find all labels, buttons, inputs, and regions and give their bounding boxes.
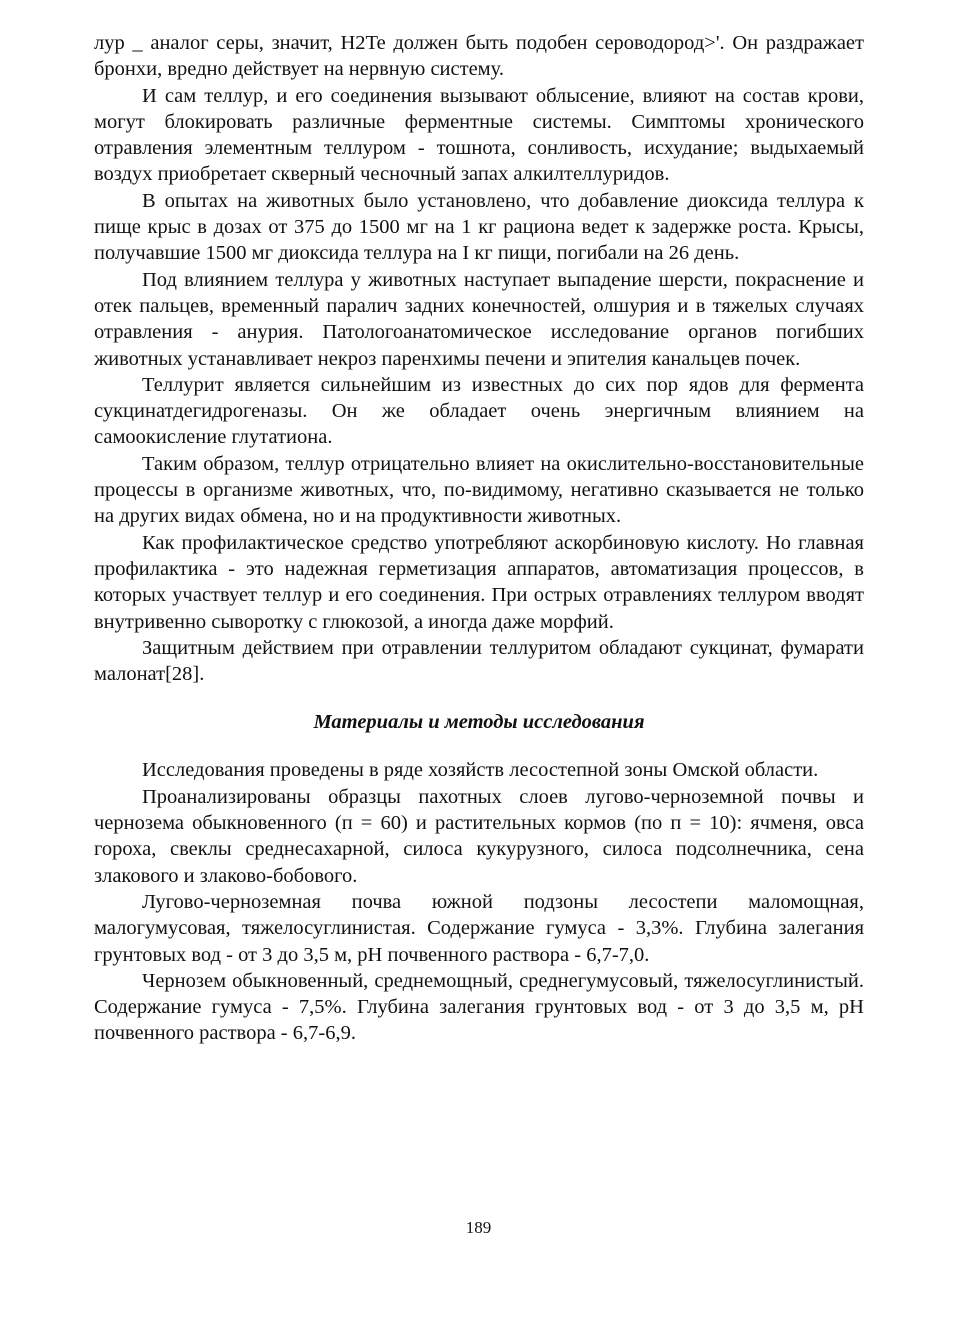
paragraph-study-location: Исследования проведены в ряде хозяйств лесостепной зоны Омской области. xyxy=(142,759,819,782)
paragraph-animal-experiments: В опытах на животных было установлено, что добавление диоксида теллура к пище крыс в дозах от 375 до 1500 мг на 1 кг рациона ведет к задержке роста. Крысы, получавшие 1500 мг диоксида теллура на I кг пищи, погибали на 26 день. xyxy=(94,189,864,265)
paragraph-chernozem: Чернозем обыкновенный, среднемощный, среднегумусовый, тяжелосуглинистый. Содержание гумуса - 7,5%. Глубина залегания грунтовых вод - от 3 до 3,5 м, pH почвенного раствора - 6,7-6,9. xyxy=(94,969,864,1045)
paragraph-tellurite: Теллурит является сильнейшим из известных до сих пор ядов для фермента сукцинатдегидрогеназы. Он же обладает очень энергичным влиянием на самоокисление глутатиона. xyxy=(94,373,864,449)
paragraph-meadow-soil: Лугово-черноземная почва южной подзоны лесостепи маломощная, малогумусовая, тяжелосуглинистая. Содержание гумуса - 3,3%. Глубина залегания грунтовых вод - от 3 до 3,5 м, pH почвенного раствора - 6,7-7,0. xyxy=(94,890,864,966)
section-heading: Материалы и методы исследования xyxy=(313,711,645,734)
page-number: 189 xyxy=(465,1218,492,1237)
page-body xyxy=(94,30,864,1047)
paragraph-prophylaxis: Как профилактическое средство употребляют аскорбиновую кислоту. Но главная профилактика - это надежная герметизация аппаратов, автоматизация процессов, в которых участвует теллур и его соединения. При острых отравлениях теллуром вводят внутривенно сыворотку с глюкозой, а иногда даже морфий. xyxy=(94,531,864,633)
paragraph-tellurium-effects: И сам теллур, и его соединения вызывают облысение, влияют на состав крови, могут блокировать различные ферментные системы. Симптомы хронического отравления элементным теллуром - тошнота, сонливость, исхудание; выдыхаемый воздух приобретает скверный чесночный запах алкилтеллуридов. xyxy=(94,84,864,186)
paragraph-protective-action: Защитным действием при отравлении теллуритом обладают сукцинат, фумарати малонат[28]. xyxy=(94,636,864,686)
paragraph-continuation: лур _ аналог серы, значит, H2Te должен быть подобен сероводород>'. Он раздражает бронхи, вредно действует на нервную систему. xyxy=(94,32,864,81)
paragraph-samples: Проанализированы образцы пахотных слоев лугово-черноземной почвы и чернозема обыкновенного (п = 60) и растительных кормов (по п = 10): ячменя, овса гороха, свеклы среднесахарной, силоса кукурузного, силоса подсолнечника, сена злакового и злаково-бобового. xyxy=(94,785,864,887)
paragraph-redox-impact: Таким образом, теллур отрицательно влияет на окислительно-восстановительные процессы в организме животных, что, по-видимому, негативно сказывается не только на других видах обмена, но и на продуктивности животных. xyxy=(94,452,864,528)
paragraph-symptoms: Под влиянием теллура у животных наступает выпадение шерсти, покраснение и отек пальцев, временный паралич задних конечностей, олшурия и в тяжелых случаях отравления - анурия. Патологоанатомическое исследование органов погибших животных устанавливает некроз паренхимы печени и эпителия канальцев почек. xyxy=(94,268,864,370)
